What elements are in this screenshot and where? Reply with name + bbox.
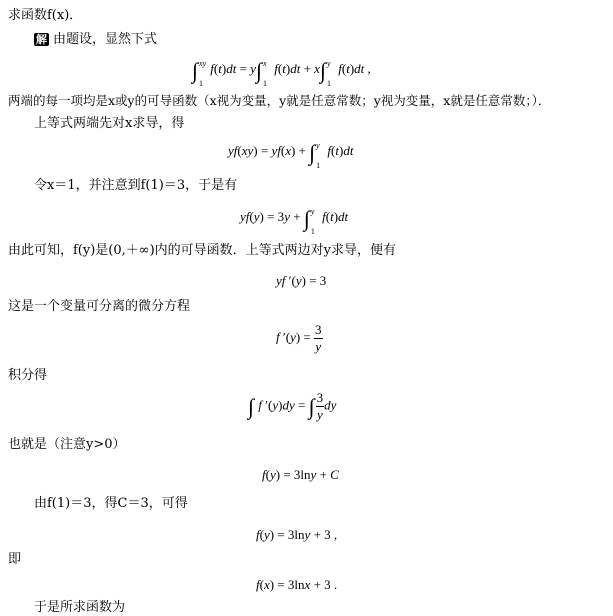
solution-intro <box>34 32 157 48</box>
equation-1: ∫ xy 1 f(t)dt = y∫ x 1 f(t)dt + x∫ y 1 f(t)dt , <box>192 58 371 89</box>
text-line-8: 积分得 <box>8 368 48 383</box>
text-line-2: 由题设，显然下式 <box>53 32 158 47</box>
text-line-7: 这是一个变量可分离的微分方程 <box>8 299 191 314</box>
text-line-4: 上等式两端先对x求导，得 <box>34 116 185 131</box>
paragraph-let-x <box>34 178 237 194</box>
problem-statement <box>8 8 82 24</box>
paragraph-that-is <box>8 552 21 568</box>
equation-6: ∫ f ′(y)dy = ∫ $\frac{3}{y}$ dy <box>248 390 337 422</box>
text-line-6: 由此可知，f(y)是(0,＋∞)内的可导函数．上等式两边对y求导，便有 <box>8 243 397 258</box>
equation-8: f(y) = 3lny + 3 , <box>256 527 338 542</box>
paragraph-differentiable <box>8 93 550 109</box>
equation-4: yf ′(y) = 3 <box>276 273 327 288</box>
text-line-3: 两端的每一项均是x或y的可导函数（x视为变量，y就是任意常数；y视为变量，x就是任意常数；）． <box>8 93 551 108</box>
equation-2: yf(xy) = yf(x) + ∫ y 1 f(t)dt <box>228 140 354 171</box>
paragraph-diff-y <box>8 243 396 259</box>
equation-9: f(x) = 3lnx + 3 . <box>256 577 338 592</box>
text-line-9: 也就是（注意y>0） <box>8 437 126 452</box>
paragraph-separable <box>8 299 190 315</box>
equation-7: f(y) = 3lny + C <box>262 467 339 482</box>
text-line-11: 即 <box>8 552 22 567</box>
text-line-1: 求函数f(x)． <box>8 8 83 23</box>
equation-3: yf(y) = 3y + ∫ y 1 f(t)dt <box>240 206 349 237</box>
paragraph-conclusion <box>34 600 125 616</box>
solution-label-badge: 解 <box>36 33 47 46</box>
paragraph-diff-x <box>34 116 184 132</box>
equation-5: f ′(y) = $\frac{3}{y}$ <box>276 322 322 354</box>
text-line-10: 由f(1)＝3，得C＝3，可得 <box>34 496 188 511</box>
text-line-12: 于是所求函数为 <box>34 600 126 615</box>
paragraph-integrate <box>8 368 47 384</box>
paragraph-note-y <box>8 437 126 453</box>
paragraph-find-c <box>34 496 188 512</box>
text-line-5: 令x＝1，并注意到f(1)＝3，于是有 <box>34 178 238 193</box>
